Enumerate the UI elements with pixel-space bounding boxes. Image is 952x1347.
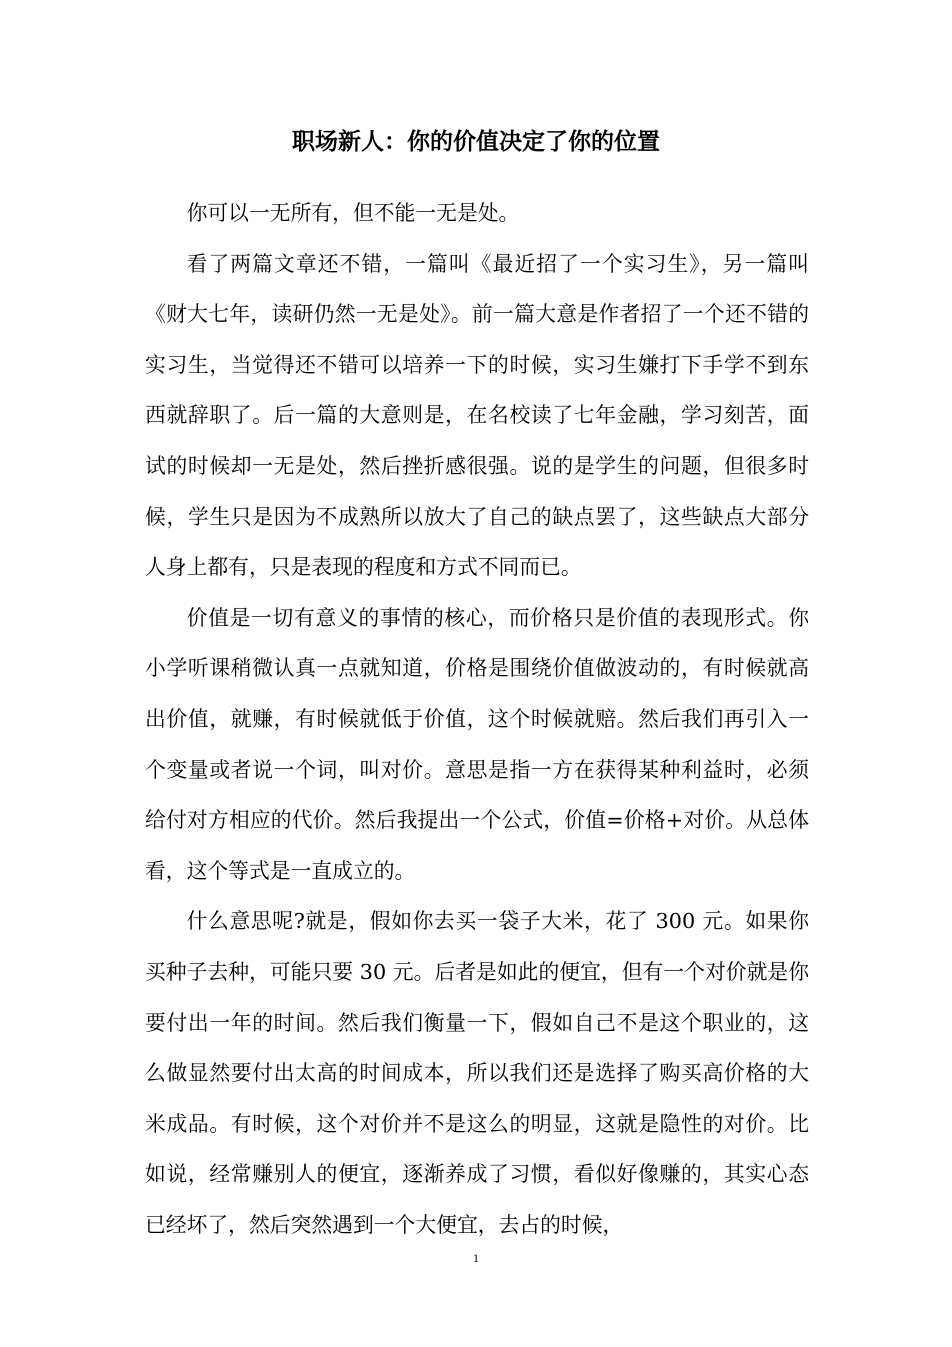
page-number: 1 bbox=[473, 1251, 479, 1265]
paragraph: 什么意思呢?就是，假如你去买一袋子大米，花了 300 元。如果你买种子去种，可能只要 30 元。后者是如此的便宜，但有一个对价就是你要付出一年的时间。然后我们衡量一下，假如自己不是这个职业的，这么做显然要付出太高的时间成本，所以我们还是选择了购买高价格的大米成品。有时候，这个对价并不是这么的明显，这就是隐性的对价。比如说，经常赚别人的便宜，逐渐养成了习惯，看似好像赚的，其实心态已经坏了，然后突然遇到一个大便宜，去占的时候， bbox=[145, 909, 809, 1237]
paragraph: 你可以一无所有，但不能一无是处。 bbox=[186, 201, 520, 225]
document-title: 职场新人：你的价值决定了你的位置 bbox=[292, 129, 660, 155]
paragraph: 价值是一切有意义的事情的核心，而价格只是价值的表现形式。你小学听课稍微认真一点就知道，价格是围绕价值做波动的，有时候就高出价值，就赚，有时候就低于价值，这个时候就赔。然后我们再引入一个变量或者说一个词，叫对价。意思是指一方在获得某种利益时，必须给付对方相应的代价。然后我提出一个公式，价值=价格+对价。从总体看，这个等式是一直成立的。 bbox=[145, 605, 809, 883]
document-body bbox=[145, 188, 809, 1250]
paragraph: 看了两篇文章还不错，一篇叫《最近招了一个实习生》，另一篇叫《财大七年，读研仍然一无是处》。前一篇大意是作者招了一个还不错的实习生，当觉得还不错可以培养一下的时候，实习生嫌打下手学不到东西就辞职了。后一篇的大意则是，在名校读了七年金融，学习刻苦，面试的时候却一无是处，然后挫折感很强。说的是学生的问题，但很多时候，学生只是因为不成熟所以放大了自己的缺点罢了，这些缺点大部分人身上都有，只是表现的程度和方式不同而已。 bbox=[145, 251, 809, 580]
